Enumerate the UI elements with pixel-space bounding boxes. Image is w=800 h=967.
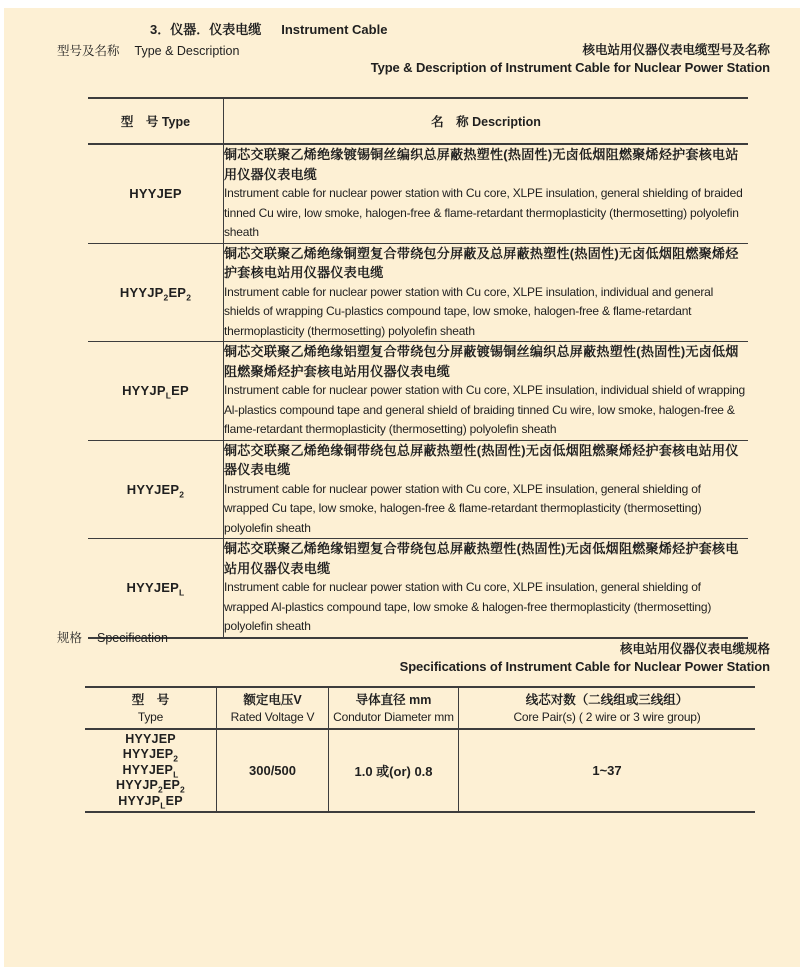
type-table-body	[88, 98, 748, 638]
spec-header-diameter-en: Condutor Diameter mm	[333, 709, 454, 724]
cable-description-zh: 铜芯交联聚乙烯绝缘铝塑复合带绕包分屏蔽镀锡铜丝编织总屏蔽热塑性(热固性)无卤低烟阻燃聚烯烃护套核电站用仪器仪表电缆	[224, 344, 739, 379]
cable-description-en: Instrument cable for nuclear power station with Cu core, XLPE insulation, individual and general shields of wrapping Cu-plastics compound tape, low smoke, halogen-free & flame-retardant thermoplasticity (thermosetting) polyolefin sheath	[224, 284, 714, 338]
cable-description-zh: 铜芯交联聚乙烯绝缘铜带绕包总屏蔽热塑性(热固性)无卤低烟阻燃聚烯烃护套核电站用仪器仪表电缆	[224, 442, 739, 477]
section1-label-zh: 型号及名称	[57, 44, 120, 58]
cable-description-en: Instrument cable for nuclear power station with Cu core, XLPE insulation, general shielding of wrapped Cu tape, low smoke, halogen-free & flame-retardant thermoplasticity (thermosetting) polyolefin sheath	[224, 481, 702, 535]
spec-type-item: HYYJEP	[125, 731, 176, 746]
page-title-zh: 3．仪器．仪表电缆	[150, 22, 262, 37]
page-title-en: Instrument Cable	[281, 22, 388, 37]
cable-description-zh: 铜芯交联聚乙烯绝缘镀锡铜丝编织总屏蔽热塑性(热固性)无卤低烟阻燃聚烯烃护套核电站用仪器仪表电缆	[224, 147, 739, 182]
cable-type-name: HYYJEP	[129, 186, 182, 202]
spec-table-data-row	[85, 729, 755, 812]
spec-type-item: $HYYJP_LEP$	[118, 793, 183, 811]
cable-description	[224, 440, 749, 539]
spec-header-type-zh: 型 号	[131, 692, 170, 707]
section1-label-en: Type & Description	[134, 44, 240, 58]
spec-col-header-diameter	[329, 687, 459, 729]
section2-heading-en: Specifications of Instrument Cable for Nuclear Power Station	[399, 659, 770, 674]
section2-label-en: Specification	[97, 631, 168, 645]
spec-col-header-type	[85, 687, 217, 729]
cable-description	[224, 243, 749, 342]
section2-label	[57, 628, 168, 646]
cable-description-zh: 铜芯交联聚乙烯绝缘铜塑复合带绕包分屏蔽及总屏蔽热塑性(热固性)无卤低烟阻燃聚烯烃护套核电站用仪器仪表电缆	[224, 245, 739, 280]
spec-header-voltage-zh: 额定电压V	[243, 692, 302, 707]
section2-headings	[400, 642, 770, 674]
page-title	[150, 19, 387, 38]
spec-header-core-pairs-zh: 线芯对数（二线组或三线组）	[525, 692, 689, 707]
spec-header-core-pairs-en: Core Pair(s) ( 2 wire or 3 wire group)	[513, 709, 701, 724]
section1-headings	[371, 43, 770, 75]
cable-description	[224, 144, 749, 243]
type-table-header-row	[88, 98, 748, 144]
cable-description	[224, 539, 749, 638]
spec-type-cell	[85, 729, 217, 812]
type-description-table	[88, 97, 748, 639]
spec-col-header-voltage	[217, 687, 329, 729]
spec-type-list	[85, 732, 216, 810]
table-row	[88, 144, 748, 243]
spec-header-type-en: Type	[137, 709, 164, 724]
spec-col-header-core-pairs	[459, 687, 756, 729]
spec-type-item: $HYYJEP_L$	[122, 762, 179, 780]
spec-header-voltage-en: Rated Voltage V	[230, 709, 315, 724]
table-row	[88, 243, 748, 342]
section2-label-zh: 规格	[57, 631, 83, 645]
section2-heading-zh: 核电站用仪器仪表电缆规格	[619, 642, 770, 656]
section1-heading-zh: 核电站用仪器仪表电缆型号及名称	[582, 43, 770, 57]
spec-voltage-value: 300/500	[217, 729, 329, 812]
table-row	[88, 539, 748, 638]
cable-description-en: Instrument cable for nuclear power station with Cu core, XLPE insulation, general shielding of braided tinned Cu wire, low smoke, halogen-free & flame-retardant thermoplasticity (thermosetting) polyolefin sheath	[224, 186, 743, 239]
specification-table	[85, 686, 755, 813]
spec-type-item: $HYYJEP_2$	[122, 747, 179, 764]
table-row	[88, 342, 748, 441]
cable-description-en: Instrument cable for nuclear power station with Cu core, XLPE insulation, individual shield of wrapping Al-plastics compound tape and general shield of braiding tinned Cu wire, low smoke, halogen-free & flame-retardant thermoplasticity (thermosetting) polyolefin sheath	[224, 383, 746, 436]
cable-type-name: $HYYJEP_2$	[126, 481, 185, 500]
table-row	[88, 440, 748, 539]
section1-label	[57, 41, 239, 59]
spec-diameter-value: 1.0 或(or) 0.8	[329, 729, 459, 812]
cable-type-name: $HYYJEP_L$	[126, 580, 185, 598]
type-column-header: 型 号 Type	[120, 115, 191, 129]
spec-type-item: $HYYJP_2EP_2$	[116, 778, 185, 795]
spec-core-pairs-value: 1~37	[459, 729, 756, 812]
description-column-header: 名 称 Description	[224, 98, 749, 144]
cable-description-zh: 铜芯交联聚乙烯绝缘铝塑复合带绕包总屏蔽热塑性(热固性)无卤低烟阻燃聚烯烃护套核电站用仪器仪表电缆	[224, 541, 739, 576]
page-background	[4, 8, 800, 967]
cable-type-name: $HYYJP_LEP$	[122, 383, 189, 401]
cable-description-en: Instrument cable for nuclear power station with Cu core, XLPE insulation, general shielding of wrapped Al-plastics compound tape, low smoke & halogen-free thermoplasticity (thermosetting) polyolefin sheath	[224, 580, 712, 633]
section1-heading-en: Type & Description of Instrument Cable for Nuclear Power Station	[370, 60, 770, 75]
cable-type-name: $HYYJP_2EP_2$	[119, 284, 192, 303]
spec-table-header-row	[85, 687, 755, 729]
cable-description	[224, 342, 749, 441]
spec-header-diameter-zh: 导体直径 mm	[355, 692, 432, 707]
